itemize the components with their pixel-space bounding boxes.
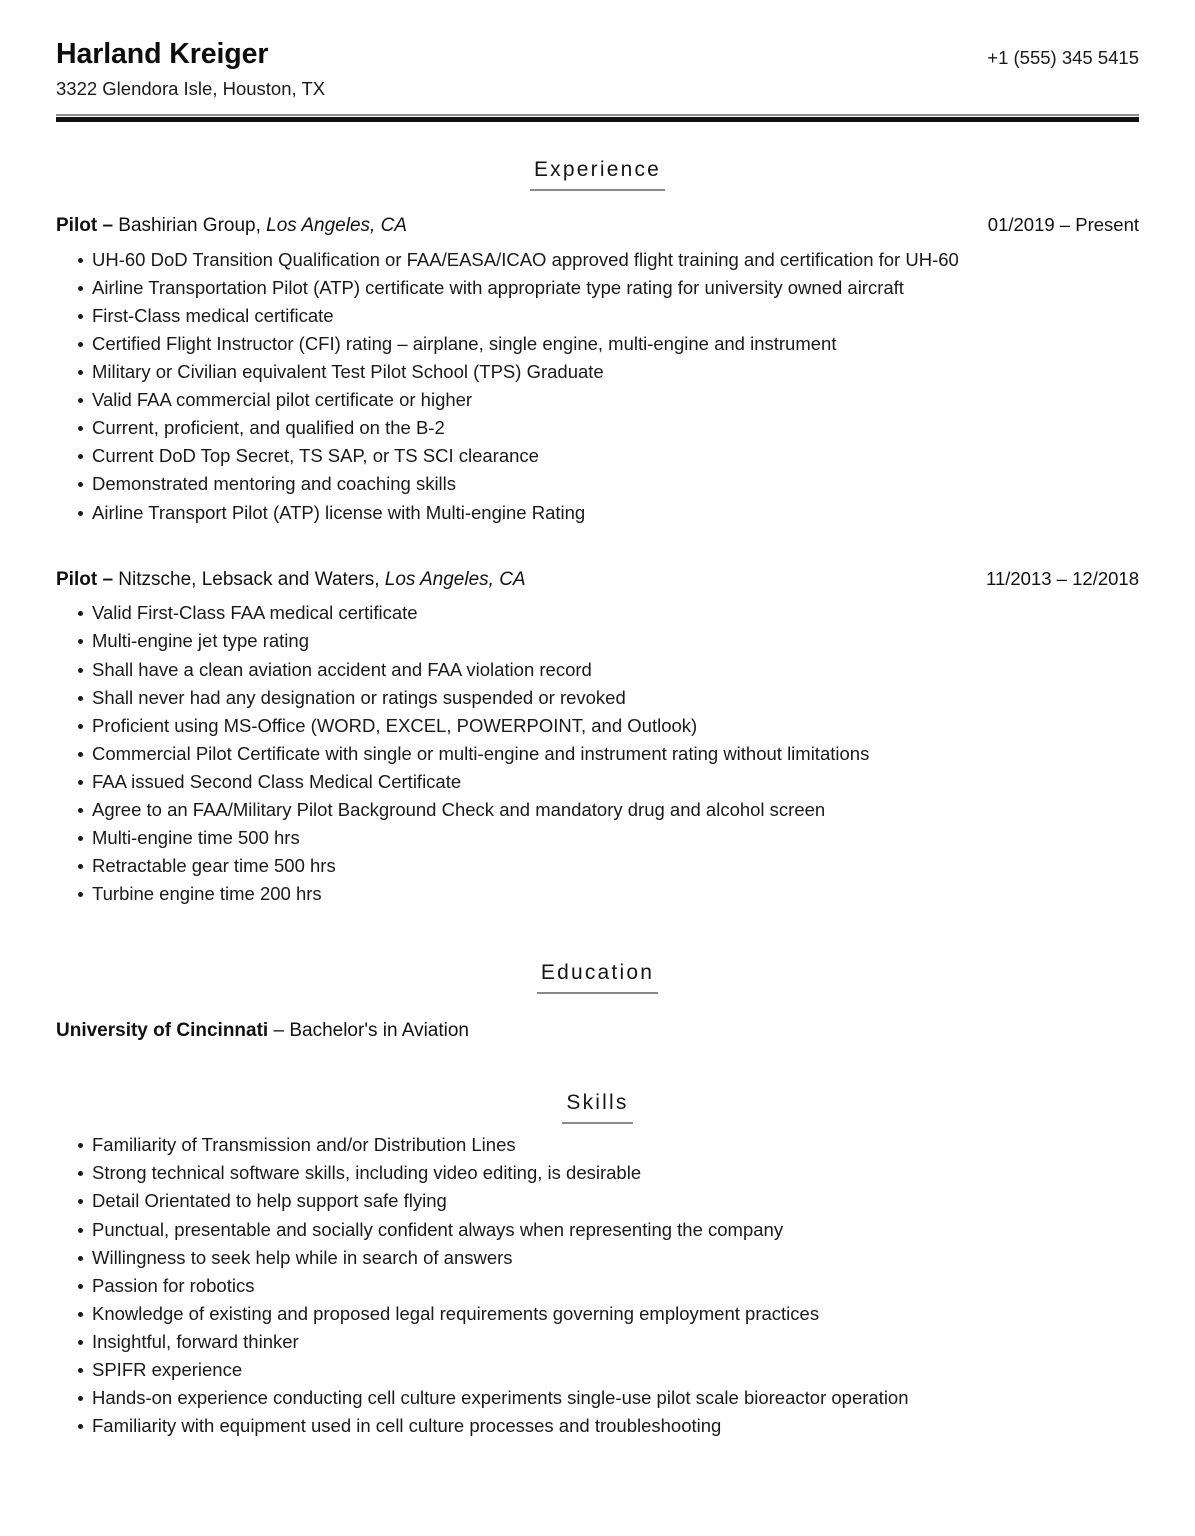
education-entry [56,1019,1139,1044]
bullet-item: Shall never had any designation or ratings suspended or revoked [56,684,1139,712]
experience-entry [56,213,1139,527]
bullet-item: Knowledge of existing and proposed legal requirements governing employment practices [56,1300,1139,1328]
job-organization: Nitzsche, Lebsack and Waters, [118,568,380,590]
bullet-item: Commercial Pilot Certificate with single or multi-engine and instrument rating without limitations [56,740,1139,768]
job-location: Los Angeles, CA [260,214,407,236]
bullet-item: Hands-on experience conducting cell culture experiments single-use pilot scale bioreactor operation [56,1384,1139,1412]
header-divider [56,114,1139,122]
job-location: Los Angeles, CA [379,568,526,590]
bullet-item: Current, proficient, and qualified on the B-2 [56,414,1139,442]
bullet-item: Agree to an FAA/Military Pilot Background Check and mandatory drug and alcohol screen [56,796,1139,824]
bullet-item: FAA issued Second Class Medical Certificate [56,768,1139,796]
phone-number: +1 (555) 345 5415 [987,47,1139,68]
bullet-item: Passion for robotics [56,1272,1139,1300]
candidate-name: Harland Kreiger [56,38,269,70]
education-separator: – [268,1019,290,1041]
bullet-item: Detail Orientated to help support safe flying [56,1187,1139,1215]
header-top-row [56,38,1139,71]
education-heading-label: Education [537,961,658,994]
job-organization: Bashirian Group, [118,214,261,236]
bullet-item: Proficient using MS-Office (WORD, EXCEL, POWERPOINT, and Outlook) [56,712,1139,740]
experience-bullet-list [56,246,1139,527]
bullet-item: Certified Flight Instructor (CFI) rating – airplane, single engine, multi-engine and instrument [56,330,1139,358]
bullet-item: Familiarity with equipment used in cell culture processes and troubleshooting [56,1412,1139,1440]
bullet-item: Multi-engine jet type rating [56,627,1139,655]
skills-bullet-list [56,1131,1139,1440]
bullet-item: Military or Civilian equivalent Test Pilot School (TPS) Graduate [56,358,1139,386]
job-separator: – [97,568,119,590]
bullet-item: Airline Transport Pilot (ATP) license with Multi-engine Rating [56,499,1139,527]
bullet-item: Multi-engine time 500 hrs [56,824,1139,852]
job-dates: 01/2019 – Present [987,213,1139,235]
experience-section [56,158,1139,909]
bullet-item: Valid First-Class FAA medical certificate [56,599,1139,627]
experience-entry-header [56,567,1139,593]
bullet-item: Airline Transportation Pilot (ATP) certificate with appropriate type rating for university owned aircraft [56,274,1139,302]
candidate-address: 3322 Glendora Isle, Houston, TX [56,77,326,99]
bullet-item: Insightful, forward thinker [56,1328,1139,1356]
skills-heading [56,1091,1139,1124]
education-section [56,961,1139,1044]
job-separator: – [97,214,119,236]
experience-entry-title [56,214,407,239]
education-school: University of Cincinnati [56,1019,269,1041]
skills-section [56,1091,1139,1440]
divider-thick-line [56,117,1139,122]
skills-heading-label: Skills [562,1091,632,1124]
experience-entry-title [56,568,526,593]
bullet-item: SPIFR experience [56,1356,1139,1384]
bullet-item: Demonstrated mentoring and coaching skills [56,470,1139,498]
job-role: Pilot [56,214,98,236]
education-heading [56,961,1139,994]
bullet-item: Turbine engine time 200 hrs [56,880,1139,908]
bullet-item: Current DoD Top Secret, TS SAP, or TS SCI clearance [56,442,1139,470]
bullet-item: Willingness to seek help while in search of answers [56,1244,1139,1272]
bullet-item: Punctual, presentable and socially confident always when representing the company [56,1216,1139,1244]
job-role: Pilot [56,568,98,590]
bullet-item: Familiarity of Transmission and/or Distribution Lines [56,1131,1139,1159]
bullet-item: Shall have a clean aviation accident and FAA violation record [56,656,1139,684]
experience-entry-header [56,213,1139,239]
experience-heading [56,158,1139,191]
resume-header [56,0,1139,122]
bullet-item: UH-60 DoD Transition Qualification or FAA/EASA/ICAO approved flight training and certification for UH-60 [56,246,1139,274]
divider-thin-line [56,114,1139,116]
bullet-item: Strong technical software skills, including video editing, is desirable [56,1159,1139,1187]
job-dates: 11/2013 – 12/2018 [986,567,1139,589]
experience-bullet-list [56,599,1139,908]
bullet-item: Valid FAA commercial pilot certificate or higher [56,386,1139,414]
experience-entry [56,567,1139,909]
bullet-item: Retractable gear time 500 hrs [56,852,1139,880]
bullet-item: First-Class medical certificate [56,302,1139,330]
education-degree: Bachelor's in Aviation [289,1019,469,1041]
experience-heading-label: Experience [530,158,665,191]
